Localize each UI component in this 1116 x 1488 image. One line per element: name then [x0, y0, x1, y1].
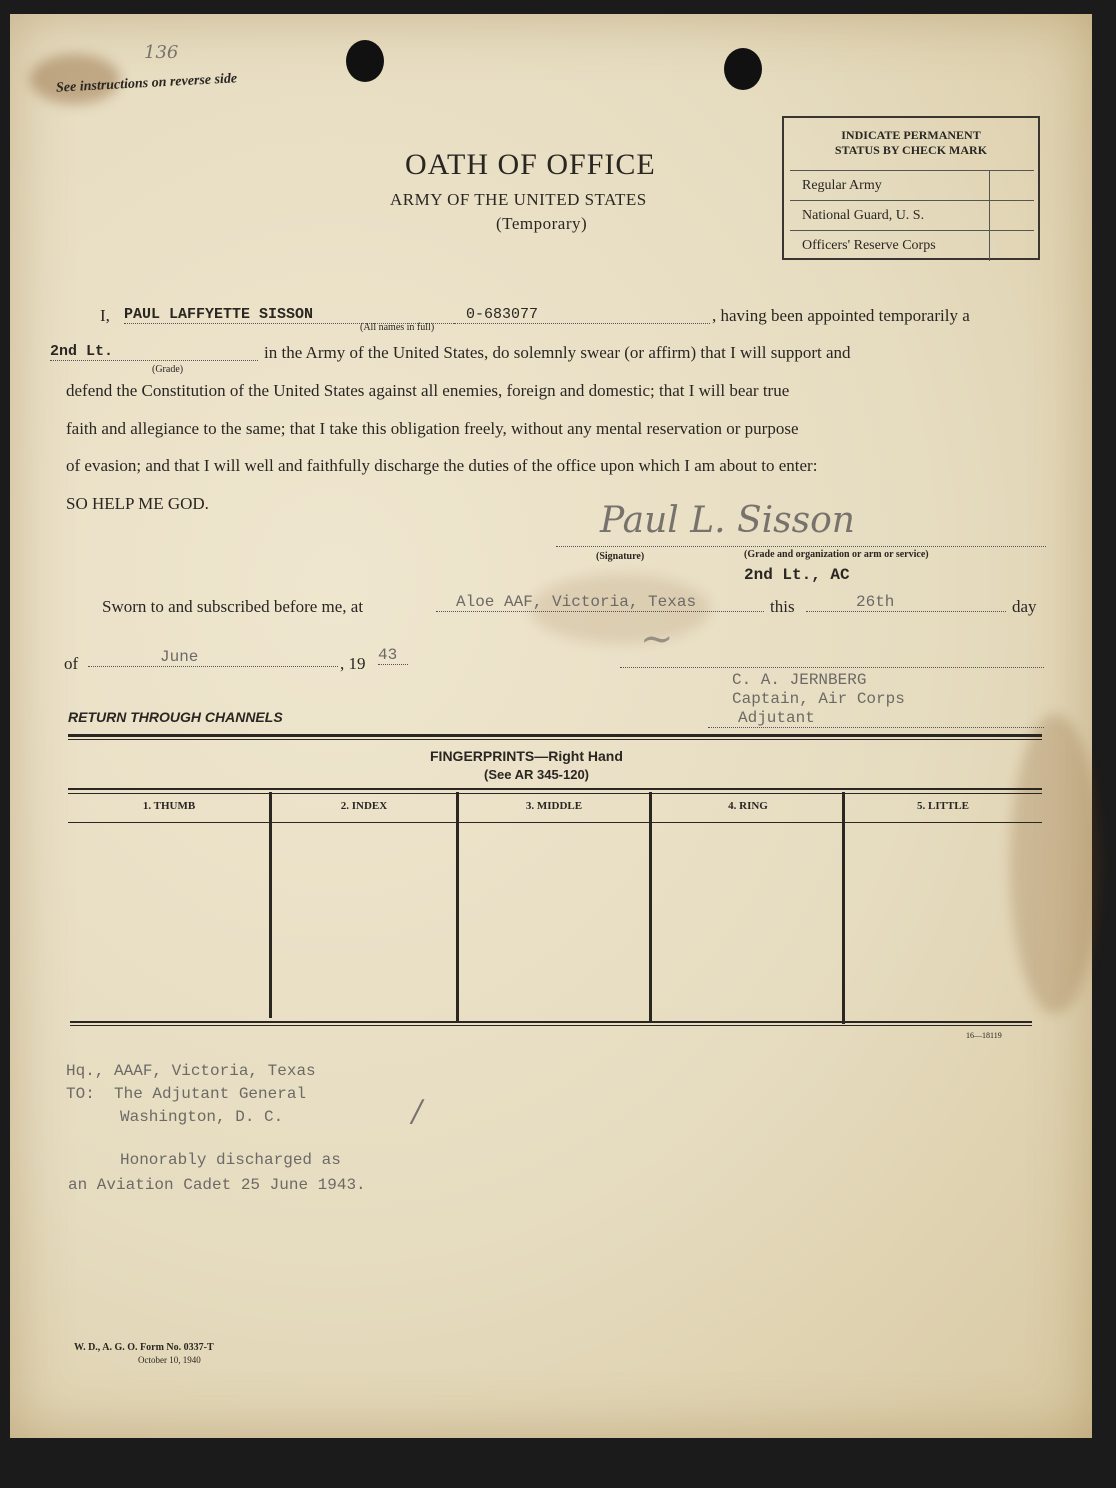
instructions-note: See instructions on reverse side	[55, 71, 238, 96]
status-header	[784, 118, 1038, 158]
status-option-label: Officers' Reserve Corps	[802, 238, 936, 253]
page-title: OATH OF OFFICE	[405, 148, 656, 181]
sworn-year-value: 43	[378, 646, 408, 665]
oath-line-6: SO HELP ME GOD.	[66, 494, 209, 513]
margin-note: 136	[144, 42, 179, 63]
grade-caption: (Grade)	[152, 364, 184, 375]
sworn-day-value: 26th	[856, 593, 895, 611]
grade-org-caption: (Grade and organization or arm or service)	[744, 549, 929, 560]
oath-line-3: defend the Constitution of the United States against all enemies, foreign and domestic; that I will bear true	[66, 381, 790, 400]
sworn-prefix: Sworn to and subscribed before me, at	[102, 597, 364, 616]
endorsement-line5: an Aviation Cadet 25 June 1943.	[68, 1176, 366, 1194]
divider	[68, 734, 1042, 737]
status-header-line2: STATUS BY CHECK MARK	[834, 143, 988, 157]
fingerprint-box-little[interactable]	[846, 822, 1040, 1020]
endorsement-line4: Honorably discharged as	[120, 1151, 341, 1169]
sworn-year-prefix: , 19	[340, 654, 366, 673]
status-checkbox[interactable]	[989, 230, 1034, 261]
fingerprint-col-little: 5. LITTLE	[917, 800, 969, 812]
oath-prefix: I,	[100, 306, 110, 325]
sworn-place-field	[436, 593, 764, 612]
check-mark: /	[412, 1094, 423, 1129]
sworn-this: this	[770, 597, 795, 616]
endorsement-line2: TO: The Adjutant General	[66, 1085, 307, 1103]
divider	[68, 739, 1042, 740]
oath-appointed-text: , having been appointed temporarily a	[712, 306, 970, 325]
signature-line	[556, 546, 1046, 547]
return-through-channels: RETURN THROUGH CHANNELS	[68, 709, 283, 725]
status-option-national-guard[interactable]	[790, 200, 1034, 230]
fingerprints-ref: (See AR 345-120)	[484, 767, 590, 782]
page-subtitle: ARMY OF THE UNITED STATES	[390, 190, 647, 209]
punch-hole	[724, 48, 762, 90]
fingerprint-box-middle[interactable]	[460, 822, 648, 1020]
status-option-regular-army[interactable]	[790, 170, 1034, 200]
status-option-label: Regular Army	[802, 178, 882, 193]
officer-rank: Captain, Air Corps	[732, 690, 905, 708]
sworn-place-value: Aloe AAF, Victoria, Texas	[456, 593, 697, 611]
punch-hole	[346, 40, 384, 82]
sworn-of: of	[64, 654, 79, 673]
signature-handwritten: Paul L. Sisson	[600, 500, 855, 541]
endorsement-line3: Washington, D. C.	[120, 1108, 284, 1126]
fingerprint-divider	[456, 792, 459, 1022]
fingerprint-divider	[842, 792, 845, 1024]
oath-grade-field	[50, 343, 258, 361]
officer-title: Adjutant	[738, 709, 815, 727]
signature-caption: (Signature)	[596, 551, 645, 562]
fingerprint-col-middle: 3. MIDDLE	[525, 800, 583, 812]
oath-line-4: faith and allegiance to the same; that I take this obligation freely, without any mental reservation or purpose	[66, 419, 799, 438]
fingerprint-divider	[649, 792, 652, 1022]
status-header-line1: INDICATE PERMANENT	[841, 128, 981, 142]
oath-name-value: PAUL LAFFYETTE SISSON	[124, 306, 314, 323]
fingerprint-box-thumb[interactable]	[70, 822, 268, 1020]
status-option-label: National Guard, U. S.	[802, 208, 925, 223]
endorsement-line1: Hq., AAAF, Victoria, Texas	[66, 1062, 316, 1080]
form-code: 16—18119	[966, 1031, 1002, 1040]
oath-serial-field	[454, 306, 710, 324]
oath-line-5: of evasion; and that I will well and faithfully discharge the duties of the office upon which I am about to enter:	[66, 456, 818, 475]
form-date: October 10, 1940	[138, 1355, 201, 1365]
fingerprint-col-thumb: 1. THUMB	[142, 800, 196, 812]
fingerprints-title: FINGERPRINTS—Right Hand	[430, 748, 623, 764]
officer-title-field	[708, 709, 1044, 728]
divider	[70, 1021, 1032, 1023]
fingerprint-col-ring: 4. RING	[728, 800, 768, 812]
signature-grade-value: 2nd Lt., AC	[744, 566, 850, 584]
oath-serial-value: 0-683077	[466, 306, 539, 323]
divider	[70, 1025, 1032, 1026]
status-checkbox[interactable]	[989, 170, 1034, 201]
divider	[68, 793, 1042, 794]
sworn-day-field	[806, 593, 1006, 612]
sworn-month-field	[88, 648, 338, 667]
page-subtitle-temporary: (Temporary)	[496, 214, 588, 233]
status-box	[782, 116, 1040, 260]
divider	[68, 788, 1042, 790]
form-number: W. D., A. G. O. Form No. 0337-T	[74, 1342, 214, 1353]
fingerprint-box-ring[interactable]	[654, 822, 842, 1020]
officer-name: C. A. JERNBERG	[732, 671, 867, 689]
oath-line-2: in the Army of the United States, do solemnly swear (or affirm) that I will support and	[264, 343, 851, 362]
officer-signature-scribble: ~	[640, 616, 674, 662]
status-checkbox[interactable]	[989, 200, 1034, 231]
fingerprint-col-index: 2. INDEX	[340, 800, 388, 812]
officer-signature-line	[620, 667, 1044, 668]
names-caption: (All names in full)	[360, 322, 435, 333]
sworn-month-value: June	[160, 648, 199, 666]
oath-grade-value: 2nd Lt.	[50, 343, 114, 360]
fingerprint-box-index[interactable]	[270, 822, 455, 1020]
sworn-day-label: day	[1012, 597, 1037, 616]
status-option-reserve-corps[interactable]	[790, 230, 1034, 260]
